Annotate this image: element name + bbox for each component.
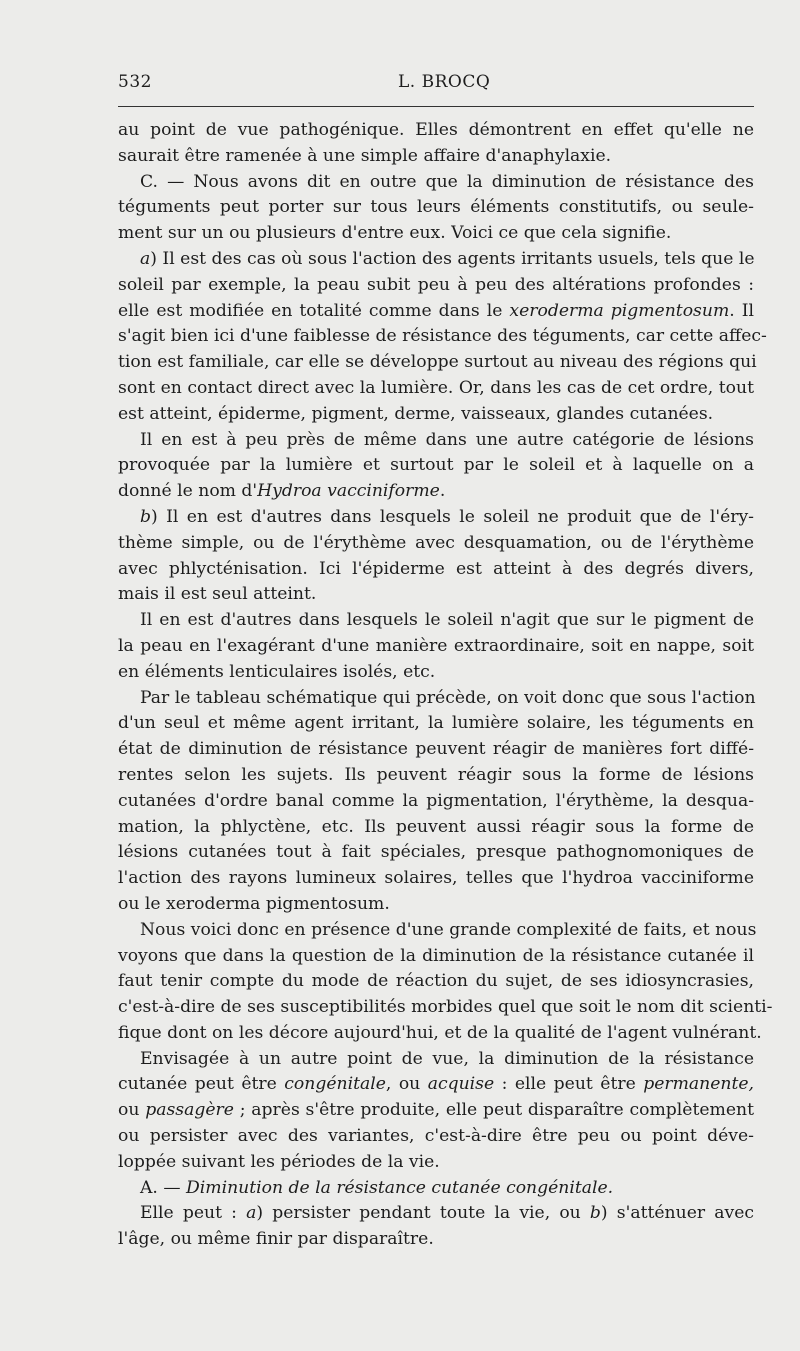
text-run: . bbox=[439, 481, 446, 502]
text-run: ) Il en est d'autres dans lesquels le soleil ne produit que de l'éry- bbox=[151, 506, 754, 527]
text-run: , ou bbox=[385, 1074, 428, 1095]
text-run: ou persister avec des variantes, c'est-à-dire être peu ou point déve- bbox=[118, 1126, 754, 1147]
text-line bbox=[118, 892, 754, 918]
text-line bbox=[118, 1124, 754, 1150]
italic-text: permanente, bbox=[643, 1074, 754, 1095]
text-line bbox=[118, 1047, 754, 1073]
text-line bbox=[118, 763, 754, 789]
text-line bbox=[118, 944, 754, 970]
text-line bbox=[118, 195, 754, 221]
text-line bbox=[118, 969, 754, 995]
text-line bbox=[118, 1176, 754, 1202]
text-run: tion est familiale, car elle se développe surtout au niveau des régions qui bbox=[118, 352, 757, 373]
text-run: cutanée peut être bbox=[118, 1074, 285, 1095]
italic-text: congénitale bbox=[284, 1074, 386, 1095]
page-number: 532 bbox=[118, 72, 152, 92]
text-run: rentes selon les sujets. Ils peuvent réagir sous la forme de lésions bbox=[118, 764, 754, 785]
italic-text: a bbox=[140, 248, 151, 269]
text-run: au point de vue pathogénique. Elles démontrent en effet qu'elle ne bbox=[118, 120, 754, 140]
text-line bbox=[118, 789, 754, 815]
text-run: ; après s'être produite, elle peut disparaître complètement bbox=[233, 1100, 754, 1121]
text-run: Par le tableau schématique qui précède, on voit donc que sous l'action bbox=[140, 687, 756, 708]
text-run: avec phlycténisation. Ici l'épiderme est atteint à des degrés divers, bbox=[118, 558, 754, 579]
text-run: sont en contact direct avec la lumière. Or, dans les cas de cet ordre, tout bbox=[118, 377, 754, 398]
text-line bbox=[118, 840, 754, 866]
italic-text: b bbox=[140, 506, 152, 527]
text-run: voyons que dans la question de la diminution de la résistance cutanée il bbox=[118, 945, 754, 966]
text-line bbox=[118, 918, 757, 944]
text-run: ment sur un ou plusieurs d'entre eux. Voici ce que cela signifie. bbox=[118, 223, 672, 244]
text-line bbox=[118, 376, 754, 402]
text-line bbox=[118, 1021, 762, 1047]
text-line bbox=[118, 995, 773, 1021]
text-line bbox=[118, 247, 754, 273]
text-run: téguments peut porter sur tous leurs éléments constitutifs, ou seule- bbox=[118, 197, 754, 218]
text-line bbox=[118, 582, 754, 608]
text-run: ou le xeroderma pigmentosum. bbox=[118, 893, 390, 914]
text-line bbox=[118, 1150, 754, 1176]
text-line bbox=[118, 1072, 754, 1098]
text-run: mais il est seul atteint. bbox=[118, 584, 317, 605]
italic-text: Diminution de la résistance cutanée congénitale. bbox=[186, 1177, 614, 1198]
text-line bbox=[118, 711, 754, 737]
text-line bbox=[118, 299, 754, 325]
italic-text: acquise bbox=[427, 1074, 495, 1095]
text-run: thème simple, ou de l'érythème avec desquamation, ou de l'érythème bbox=[118, 532, 754, 553]
text-run: c'est-à-dire de ses susceptibilités morbides quel que soit le nom dit scienti- bbox=[118, 997, 773, 1018]
text-line bbox=[118, 1098, 754, 1124]
text-run: A. — bbox=[140, 1177, 186, 1198]
text-line bbox=[118, 660, 754, 686]
text-line bbox=[118, 428, 754, 454]
text-line bbox=[118, 273, 754, 299]
text-line bbox=[118, 324, 767, 350]
italic-text: passagère bbox=[145, 1100, 234, 1121]
text-line bbox=[118, 1201, 754, 1227]
text-run: ) persister pendant toute la vie, ou bbox=[256, 1203, 590, 1224]
text-run: loppée suivant les périodes de la vie. bbox=[118, 1151, 440, 1172]
italic-text: a bbox=[246, 1203, 257, 1224]
text-run: C. — Nous avons dit en outre que la diminution de résistance des bbox=[140, 171, 754, 192]
text-run: s'agit bien ici d'une faiblesse de résistance des téguments, car cette affec- bbox=[118, 326, 767, 347]
text-line bbox=[118, 1227, 754, 1253]
text-run: ) Il est des cas où sous l'action des agents irritants usuels, tels que le bbox=[150, 248, 755, 269]
text-line bbox=[118, 402, 754, 428]
text-run: donné le nom d' bbox=[118, 481, 258, 502]
text-line bbox=[118, 479, 754, 505]
text-line bbox=[118, 608, 754, 634]
text-line bbox=[118, 866, 754, 892]
text-run: saurait être ramenée à une simple affaire d'anaphylaxie. bbox=[118, 145, 612, 166]
text-line bbox=[118, 118, 754, 144]
text-run: état de diminution de résistance peuvent réagir de manières fort diffé- bbox=[118, 739, 754, 760]
text-run: l'âge, ou même finir par disparaître. bbox=[118, 1229, 434, 1250]
text-line bbox=[118, 634, 754, 660]
text-run: lésions cutanées tout à fait spéciales, presque pathognomoniques de bbox=[118, 842, 754, 863]
text-line bbox=[118, 531, 754, 557]
text-run: . Il bbox=[729, 300, 754, 321]
text-line bbox=[118, 453, 754, 479]
header-rule bbox=[118, 106, 754, 107]
text-run: Il en est à peu près de même dans une autre catégorie de lésions bbox=[140, 429, 754, 450]
text-line bbox=[118, 557, 754, 583]
italic-text: xeroderma pigmentosum bbox=[509, 300, 730, 321]
text-run: Envisagée à un autre point de vue, la diminution de la résistance bbox=[140, 1048, 754, 1069]
text-line bbox=[118, 221, 754, 247]
text-run: mation, la phlyctène, etc. Ils peuvent aussi réagir sous la forme de bbox=[118, 816, 754, 837]
text-line bbox=[118, 737, 754, 763]
text-run: Elle peut : bbox=[140, 1203, 247, 1224]
text-line bbox=[118, 350, 757, 376]
text-run: ou bbox=[118, 1100, 146, 1121]
running-head: L. BROCQ bbox=[398, 72, 491, 92]
text-run: en éléments lenticulaires isolés, etc. bbox=[118, 661, 436, 682]
text-line bbox=[118, 505, 754, 531]
text-run: fique dont on les décore aujourd'hui, et de la qualité de l'agent vulnérant. bbox=[118, 1022, 762, 1043]
italic-text: b bbox=[589, 1203, 601, 1224]
text-line bbox=[118, 170, 754, 196]
text-line bbox=[118, 686, 754, 712]
text-run: elle est modifiée en totalité comme dans le bbox=[118, 300, 510, 321]
text-run: l'action des rayons lumineux solaires, telles que l'hydroa vacciniforme bbox=[118, 868, 754, 889]
text-line bbox=[118, 815, 754, 841]
text-run: : elle peut être bbox=[494, 1074, 644, 1095]
text-run: provoquée par la lumière et surtout par le soleil et à laquelle on a bbox=[118, 455, 754, 476]
text-run: est atteint, épiderme, pigment, derme, vaisseaux, glandes cutanées. bbox=[118, 403, 714, 424]
text-run: soleil par exemple, la peau subit peu à peu des altérations profondes : bbox=[118, 274, 754, 295]
text-run: ) s'atténuer avec bbox=[600, 1203, 755, 1224]
text-run: cutanées d'ordre banal comme la pigmentation, l'érythème, la desqua- bbox=[118, 790, 754, 811]
text-run: Nous voici donc en présence d'une grande complexité de faits, et nous bbox=[140, 919, 757, 940]
italic-text: Hydroa vacciniforme bbox=[257, 481, 440, 502]
text-run: d'un seul et même agent irritant, la lumière solaire, les téguments en bbox=[118, 713, 754, 734]
text-line bbox=[118, 144, 754, 170]
body-text bbox=[118, 118, 773, 1253]
text-run: faut tenir compte du mode de réaction du sujet, de ses idiosyncrasies, bbox=[118, 971, 754, 992]
text-run: Il en est d'autres dans lesquels le soleil n'agit que sur le pigment de bbox=[140, 610, 754, 631]
text-run: la peau en l'exagérant d'une manière extraordinaire, soit en nappe, soit bbox=[118, 635, 754, 656]
